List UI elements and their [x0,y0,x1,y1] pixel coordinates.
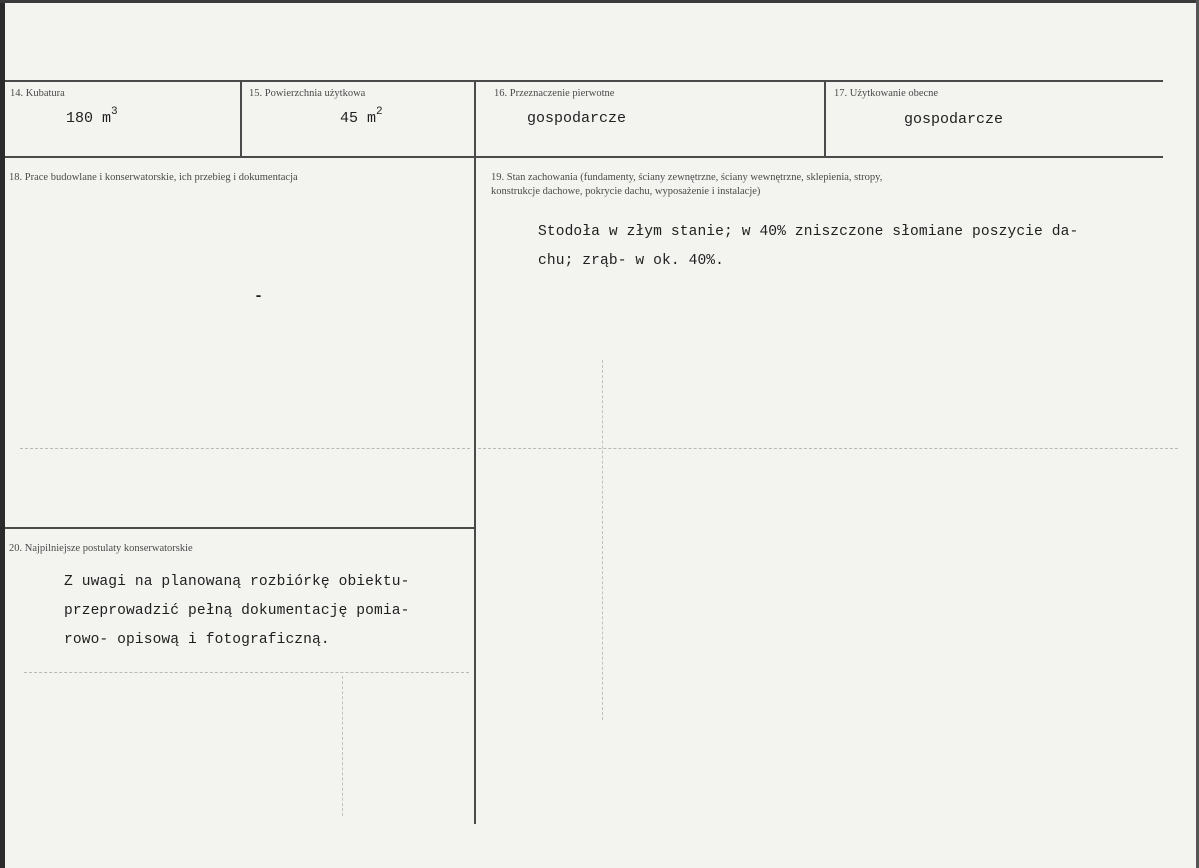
guide-line [20,448,470,449]
prace-budowlane-value: - [254,288,264,305]
kubatura-number: 180 m [66,110,112,127]
kubatura-exponent: 3 [111,106,118,118]
powierzchnia-value [340,108,383,127]
stan-zachowania-text [538,218,1078,276]
powierzchnia-number: 45 m [340,110,377,127]
stan-zachowania-label-line2: konstrukcje dachowe, pokrycie dachu, wyposażenie i instalacje) [491,186,761,197]
postulaty-line: Z uwagi na planowaną rozbiórkę obiektu- [64,574,410,590]
guide-line-vertical [342,676,343,816]
prace-budowlane-label: 18. Prace budowlane i konserwatorskie, ich przebieg i dokumentacja [9,172,298,183]
guide-line [478,448,1178,449]
kubatura-label: 14. Kubatura [10,88,65,99]
guide-line [24,672,469,673]
postulaty-line: rowo- opisową i fotograficzną. [64,632,330,648]
przeznaczenie-value: gospodarcze [527,110,627,127]
postulaty-line: przeprowadzić pełną dokumentację pomia- [64,603,410,619]
scan-edge-left [0,0,5,868]
stan-zachowania-line: Stodoła w złym stanie; w 40% zniszczone słomiane poszycie da- [538,224,1079,240]
postulaty-label: 20. Najpilniejsze postulaty konserwatorskie [9,543,193,554]
col-divider-16-17 [824,80,826,157]
col-divider-15-16 [474,80,476,824]
row-divider [5,156,1163,158]
scan-edge-top [0,0,1199,3]
stan-zachowania-line: chu; zrąb- w ok. 40%. [538,253,725,269]
kubatura-value [66,108,118,127]
powierzchnia-label: 15. Powierzchnia użytkowa [249,88,366,99]
uzytkowanie-value: gospodarcze [904,111,1004,128]
section-18-20-divider [5,527,475,529]
przeznaczenie-label: 16. Przeznaczenie pierwotne [494,88,615,99]
guide-line-vertical [602,360,603,720]
stan-zachowania-label-line1: 19. Stan zachowania (fundamenty, ściany zewnętrzne, ściany wewnętrzne, sklepienia, stropy, [491,172,883,183]
top-rule [5,80,1163,82]
postulaty-text [64,568,409,655]
uzytkowanie-label: 17. Użytkowanie obecne [834,88,939,99]
powierzchnia-exponent: 2 [376,106,383,118]
col-divider-14-15 [240,80,242,157]
